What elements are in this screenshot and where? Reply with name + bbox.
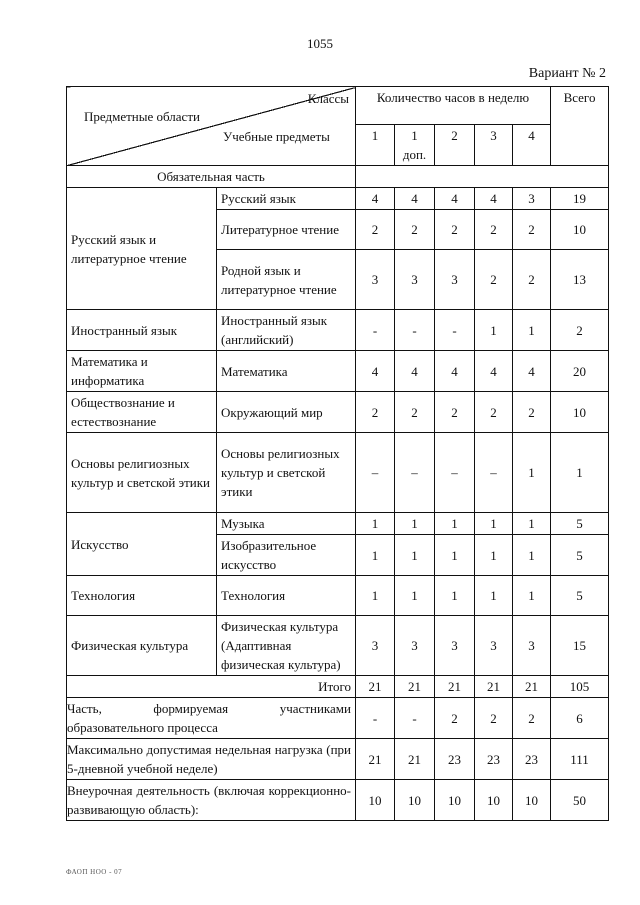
hours-cell: 2 xyxy=(435,392,475,433)
empty-cell xyxy=(356,166,609,188)
hours-cell: 23 xyxy=(475,739,513,780)
hours-cell: 1 xyxy=(513,576,551,616)
hours-cell: 4 xyxy=(475,188,513,210)
total-cell: 6 xyxy=(551,698,609,739)
hours-cell: – xyxy=(475,433,513,513)
hours-cell: 4 xyxy=(435,188,475,210)
hours-cell: 23 xyxy=(513,739,551,780)
hours-cell: 1 xyxy=(435,513,475,535)
grade-header: 2 xyxy=(435,125,475,166)
hours-cell: 4 xyxy=(475,351,513,392)
subject-name: Русский язык xyxy=(217,188,356,210)
subject-area: Искусство xyxy=(67,513,217,576)
subject-name: Окружающий мир xyxy=(217,392,356,433)
total-cell: 20 xyxy=(551,351,609,392)
hours-cell: 2 xyxy=(513,250,551,310)
subject-area: Технология xyxy=(67,576,217,616)
hours-cell: 2 xyxy=(475,392,513,433)
hours-cell: 3 xyxy=(356,616,395,676)
hours-cell: 4 xyxy=(356,188,395,210)
max-label: Максимально допустимая недельная нагрузка (при 5-дневной учебной неделе) xyxy=(67,739,356,780)
hours-cell: 10 xyxy=(513,780,551,821)
subject-row xyxy=(67,576,609,616)
itogo-row xyxy=(67,676,609,698)
total-cell: 5 xyxy=(551,535,609,576)
total-cell: 50 xyxy=(551,780,609,821)
hours-cell: 2 xyxy=(475,250,513,310)
itogo-label: Итого xyxy=(67,676,356,698)
hours-cell: 4 xyxy=(435,351,475,392)
subject-row xyxy=(67,513,609,535)
header-predmety: Учебные предметы xyxy=(223,129,330,144)
hours-cell: - xyxy=(356,698,395,739)
hours-cell: 3 xyxy=(356,250,395,310)
total-cell: 15 xyxy=(551,616,609,676)
subject-row xyxy=(67,392,609,433)
subject-name: Математика xyxy=(217,351,356,392)
subject-row xyxy=(67,351,609,392)
total-cell: 111 xyxy=(551,739,609,780)
hours-cell: 1 xyxy=(356,535,395,576)
total-cell: 5 xyxy=(551,576,609,616)
header-vsego: Всего xyxy=(551,87,609,166)
hours-cell: 3 xyxy=(435,616,475,676)
hours-cell: 1 xyxy=(395,535,435,576)
hours-cell: 2 xyxy=(475,698,513,739)
hours-cell: 4 xyxy=(356,351,395,392)
hours-cell: 2 xyxy=(395,210,435,250)
hours-cell: 1 xyxy=(395,513,435,535)
hours-cell: 3 xyxy=(395,250,435,310)
hours-cell: 2 xyxy=(513,698,551,739)
hours-cell: - xyxy=(435,310,475,351)
mandatory-label: Обязательная часть xyxy=(67,166,356,188)
mandatory-row xyxy=(67,166,609,188)
total-cell: 19 xyxy=(551,188,609,210)
subject-name: Основы религиозных культур и светской этики xyxy=(217,433,356,513)
hours-cell: 2 xyxy=(435,698,475,739)
hours-cell: 4 xyxy=(395,351,435,392)
hours-cell: 21 xyxy=(513,676,551,698)
header-kolvo: Количество часов в неделю xyxy=(356,87,551,125)
hours-cell: 21 xyxy=(395,676,435,698)
subject-area: Математика и информатика xyxy=(67,351,217,392)
grade-header: 1 xyxy=(356,125,395,166)
hours-cell: 10 xyxy=(356,780,395,821)
hours-cell: – xyxy=(395,433,435,513)
total-cell: 10 xyxy=(551,210,609,250)
hours-cell: 1 xyxy=(356,513,395,535)
hours-cell: 2 xyxy=(475,210,513,250)
subject-area: Обществознание и естествознание xyxy=(67,392,217,433)
hours-cell: 21 xyxy=(356,676,395,698)
subject-row xyxy=(67,616,609,676)
hours-cell: 1 xyxy=(475,310,513,351)
header-row xyxy=(67,87,609,125)
hours-cell: 10 xyxy=(435,780,475,821)
header-klassy: Классы xyxy=(307,91,349,106)
hours-cell: 3 xyxy=(513,616,551,676)
variant-label: Вариант № 2 xyxy=(528,66,606,81)
subject-row xyxy=(67,433,609,513)
subject-name: Технология xyxy=(217,576,356,616)
max-row xyxy=(67,739,609,780)
hours-cell: 1 xyxy=(475,535,513,576)
header-diagonal-cell xyxy=(67,87,356,166)
subject-area: Русский язык и литературное чтение xyxy=(67,188,217,310)
vneur-row xyxy=(67,780,609,821)
hours-cell: 3 xyxy=(395,616,435,676)
hours-cell: 1 xyxy=(513,535,551,576)
hours-cell: – xyxy=(435,433,475,513)
hours-cell: 3 xyxy=(513,188,551,210)
hours-cell: - xyxy=(356,310,395,351)
hours-cell: - xyxy=(395,310,435,351)
hours-cell: 2 xyxy=(513,392,551,433)
subject-name: Музыка xyxy=(217,513,356,535)
hours-cell: 23 xyxy=(435,739,475,780)
total-cell: 105 xyxy=(551,676,609,698)
total-cell: 1 xyxy=(551,433,609,513)
header-oblasti: Предметные области xyxy=(84,109,200,124)
hours-cell: 2 xyxy=(395,392,435,433)
subject-area: Основы религиозных культур и светской этики xyxy=(67,433,217,513)
footer-code: ФАОП НОО - 07 xyxy=(66,868,123,876)
subject-row xyxy=(67,188,609,210)
hours-cell: 2 xyxy=(513,210,551,250)
hours-cell: 2 xyxy=(356,210,395,250)
hours-cell: 2 xyxy=(435,210,475,250)
subject-name: Иностранный язык (английский) xyxy=(217,310,356,351)
total-cell: 13 xyxy=(551,250,609,310)
hours-cell: 1 xyxy=(513,433,551,513)
hours-cell: – xyxy=(356,433,395,513)
hours-cell: 1 xyxy=(395,576,435,616)
grade-header: 1 доп. xyxy=(395,125,435,166)
hours-cell: 21 xyxy=(475,676,513,698)
subject-name: Физическая культура (Адаптивная физическая культура) xyxy=(217,616,356,676)
total-cell: 5 xyxy=(551,513,609,535)
hours-cell: 1 xyxy=(435,535,475,576)
hours-cell: 4 xyxy=(395,188,435,210)
page-number: 1055 xyxy=(307,36,333,51)
subject-name: Изобразительное искусство xyxy=(217,535,356,576)
hours-cell: 3 xyxy=(475,616,513,676)
hours-cell: 10 xyxy=(475,780,513,821)
hours-cell: 10 xyxy=(395,780,435,821)
hours-cell: 1 xyxy=(513,513,551,535)
grade-header: 3 xyxy=(475,125,513,166)
chast-label: Часть, формируемая участниками образовательного процесса xyxy=(67,698,356,739)
hours-cell: 21 xyxy=(395,739,435,780)
hours-cell: 2 xyxy=(356,392,395,433)
hours-cell: 1 xyxy=(513,310,551,351)
hours-cell: 1 xyxy=(435,576,475,616)
hours-cell: 1 xyxy=(475,513,513,535)
subject-area: Физическая культура xyxy=(67,616,217,676)
hours-cell: - xyxy=(395,698,435,739)
curriculum-table xyxy=(66,86,609,821)
hours-cell: 1 xyxy=(475,576,513,616)
grade-header: 4 xyxy=(513,125,551,166)
chast-row xyxy=(67,698,609,739)
vneur-label: Внеурочная деятельность (включая коррекционно-развивающую область): xyxy=(67,780,356,821)
subject-area: Иностранный язык xyxy=(67,310,217,351)
subject-row xyxy=(67,310,609,351)
subject-name: Литературное чтение xyxy=(217,210,356,250)
total-cell: 10 xyxy=(551,392,609,433)
hours-cell: 3 xyxy=(435,250,475,310)
hours-cell: 21 xyxy=(356,739,395,780)
hours-cell: 4 xyxy=(513,351,551,392)
hours-cell: 21 xyxy=(435,676,475,698)
subject-name: Родной язык и литературное чтение xyxy=(217,250,356,310)
hours-cell: 1 xyxy=(356,576,395,616)
total-cell: 2 xyxy=(551,310,609,351)
